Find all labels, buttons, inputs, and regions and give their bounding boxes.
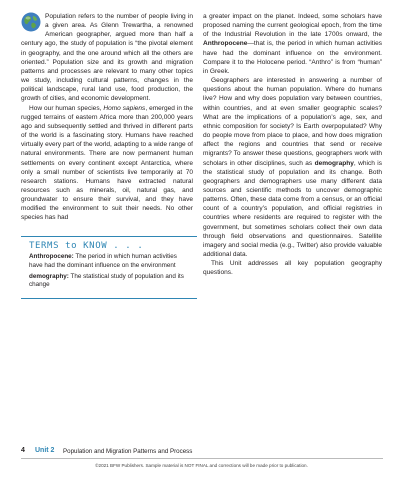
left-column [21,12,193,223]
copyright-notice: ©2021 BFW Publishers. Sample material is NOT FINAL and corrections will be made prior to publication. [95,463,308,468]
terms-to-know-box [21,236,197,299]
key-term-demography: demography [314,159,354,167]
questions-paragraph: Geographers are interested in answering a number of questions about the human population. Where do humans live? How and why does population vary between countries, within countries, and at even smaller geographic scales? What are the implications of a population’s age, sex, and ethnic composition for society? Is Earth overpopulated? Why do people move from place to place, and how does migration affect the regions and countries that send or receive migrants? To answer these questions, geographers work with scholars in other disciplines, such as demography, which is the statistical study of population and its change. Both geographers and demographers use many different data sources and scientific methods to uncover demographic patterns. Often, these data come from a census, or an official count of a country’s population, and official registries in countries where residents are required to register with the government, but sometimes scholars collect their own data through field observations and questionnaires. Satellite imagery and social media (e.g., Twitter) also provide valuable additional data. [203,77,382,259]
key-term-anthropocene: Anthropocene [203,40,248,48]
footer-divider [21,458,383,459]
right-column [203,12,382,278]
species-paragraph: How our human species, Homo sapiens, emerged in the rugged terrains of eastern Africa more than 200,000 years ago and subsequently settled and thrived in different parts of the world is a fascinating story. Humans have reached virtually every part of the world, adapting to a wide range of natural environments. There are now permanent human settlements on every continent except Antarctica, where only a small number of scientists live temporarily at 70 research stations. Humans have extracted natural resources such as minerals, oil, natural gas, and groundwater to ensure their survival, and they have modified the environment to suit their needs. No other species has had [21,104,193,222]
unit-title: Population and Migration Patterns and Process [63,447,193,455]
intro-paragraph: Population refers to the number of people living in a given area. As Glenn Trewartha, a renowned American geographer, argued more than half a century ago, the study of population is “the pivotal element in geography, and the one around which all the others are oriented.” Population size and its growth and migration patterns and processes are relevant to many other topics we study, including cultural patterns, changes in the political landscape, rural land use, food production, the growth of cities, and economic development. [21,13,193,103]
unit-label: Unit 2 [35,447,55,454]
globe-icon [21,12,41,32]
anthropocene-paragraph: a greater impact on the planet. Indeed, some scholars have proposed naming the current geological epoch, from the time of the Industrial Revolution in the late 1700s onward, the Anthropocene—that is, the period in which human activities have had the dominant influence on the environment. Compare it to the Holocene period. “Anthro” is from “human” in Greek. [203,13,382,75]
terms-title: TERMS to KNOW . . . [29,241,144,251]
page-number: 4 [21,447,25,454]
term-demography: demography: The statistical study of population and its change [29,272,184,289]
term-anthropocene: Anthropocene: The period in which human activities have had the dominant influence on the environment [29,253,177,269]
unit-summary-paragraph: This Unit addresses all key population geography questions. [203,260,382,277]
